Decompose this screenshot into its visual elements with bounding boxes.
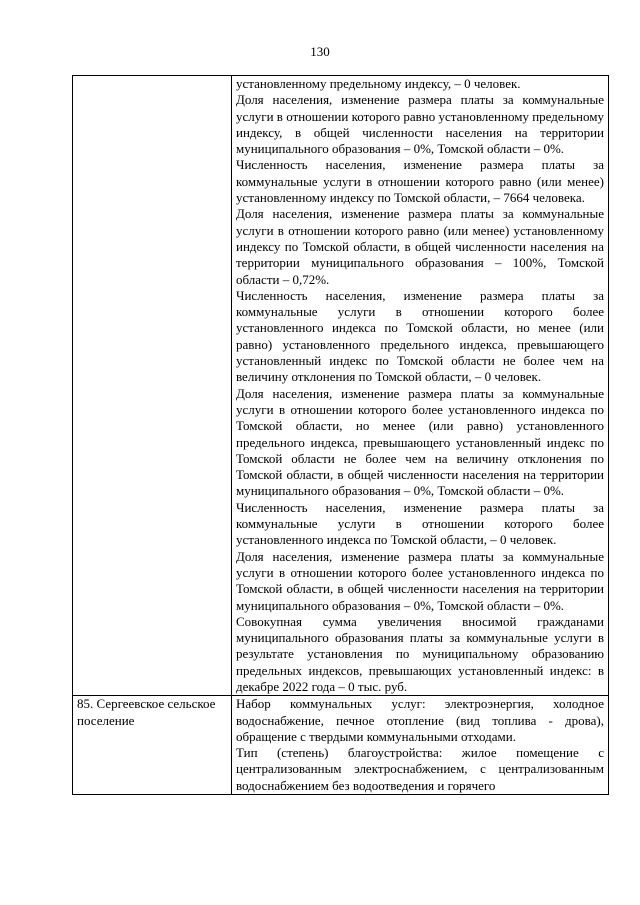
paragraph: Численность населения, изменение размера платы за коммунальные услуги в отношении которого более установленного индекса по Томской области, но менее (или равно) установленного предельного индекса, превышающего установленный индекс по Томской области не более чем на величину отклонения по Томской области, – 0 человек.: [236, 287, 604, 385]
paragraph: Совокупная сумма увеличения вносимой гражданами муниципального образования платы за коммунальные услуги в результате установления по муниципальному образованию предельных индексов, превышающих установленный индекс: в декабре 2022 года – 0 тыс. руб.: [236, 613, 604, 694]
paragraph: установленному предельному индексу, – 0 человек.: [236, 76, 521, 91]
paragraph: Доля населения, изменение размера платы за коммунальные услуги в отношении которого равно установленному предельному индексу, в общей численности населения на территории муниципального образования – 0%, Томской области – 0%.: [236, 92, 604, 157]
paragraph: Набор коммунальных услуг: электроэнергия, холодное водоснабжение, печное отопление (вид топлива - дрова), обращение с твердыми коммунальными отходами.: [236, 696, 604, 744]
municipality-cell: 85. Сергеевское сельское поселение: [73, 696, 232, 795]
paragraph: Численность населения, изменение размера платы за коммунальные услуги в отношении которого равно (или менее) установленному индексу по Томской области, – 7664 человека.: [236, 157, 604, 206]
paragraph: Численность населения, изменение размера платы за коммунальные услуги в отношении которого более установленного индекса по Томской области, – 0 человек.: [236, 499, 604, 548]
page-number: 130: [310, 44, 330, 59]
description-cell: [232, 696, 609, 795]
table-row: [73, 696, 609, 795]
paragraph: Доля населения, изменение размера платы за коммунальные услуги в отношении которого равно (или менее) установленному индексу по Томской области, в общей численности населения на территории муниципального образования – 100%, Томской области – 0,72%.: [236, 206, 604, 287]
paragraph: Доля населения, изменение размера платы за коммунальные услуги в отношении которого более установленного индекса по Томской области, но менее (или равно) установленного предельного индекса, превышающего установленный индекс по Томской области не более чем на величину отклонения по Томской области, в общей численности населения на территории муниципального образования – 0%, Томской области – 0%.: [236, 385, 604, 499]
paragraph: Доля населения, изменение размера платы за коммунальные услуги в отношении которого более установленного индекса по Томской области, в общей численности населения на территории муниципального образования – 0%, Томской области – 0%.: [236, 548, 604, 613]
municipality-cell: [73, 76, 232, 696]
municipal-index-table: [72, 75, 609, 795]
description-cell: [232, 76, 609, 696]
table-row: [73, 76, 609, 696]
paragraph: Тип (степень) благоустройства: жилое помещение с централизованным электроснабжением, с централизованным водоснабжением без водоотведения и горячего: [236, 745, 604, 793]
